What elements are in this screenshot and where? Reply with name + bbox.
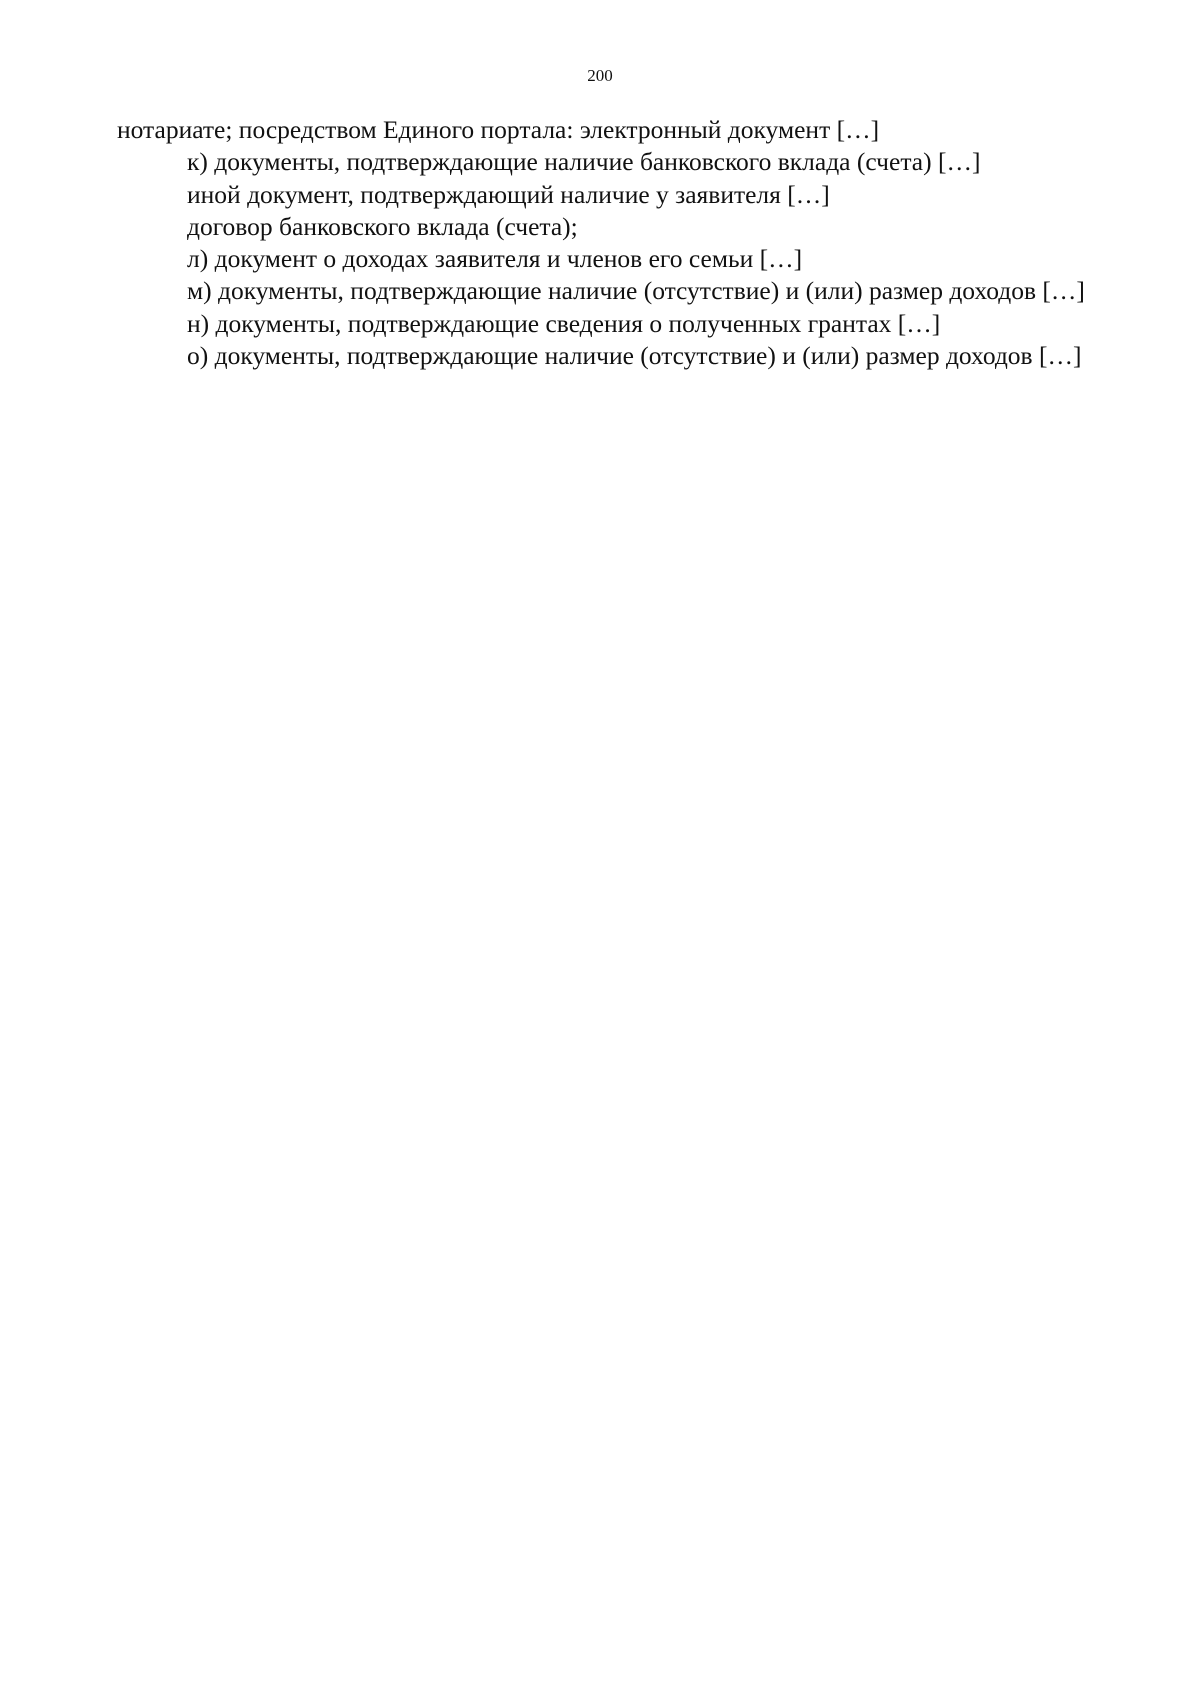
paragraph-other-document: иной документ, подтверждающий наличие у заявителя […] xyxy=(187,179,830,209)
paragraph-continuation: нотариате; посредством Единого портала: электронный документ […] xyxy=(117,115,880,144)
paragraph-item-l: л) документ о доходах заявителя и членов его семьи […] xyxy=(187,244,803,274)
paragraph-item-m: м) документы, подтверждающие наличие (отсутствие) и (или) размер доходов […] xyxy=(187,276,1085,306)
paragraph-item-n: н) документы, подтверждающие сведения о полученных грантах […] xyxy=(187,308,941,338)
paragraph-item-o: о) документы, подтверждающие наличие (отсутствие) и (или) размер доходов […] xyxy=(187,341,1082,371)
paragraph-item-k: к) документы, подтверждающие наличие банковского вклада (счета) […] xyxy=(187,147,981,177)
page-number: 200 xyxy=(587,66,613,85)
document-body xyxy=(117,114,1089,372)
paragraph-deposit-agreement: договор банковского вклада (счета); xyxy=(187,211,578,241)
